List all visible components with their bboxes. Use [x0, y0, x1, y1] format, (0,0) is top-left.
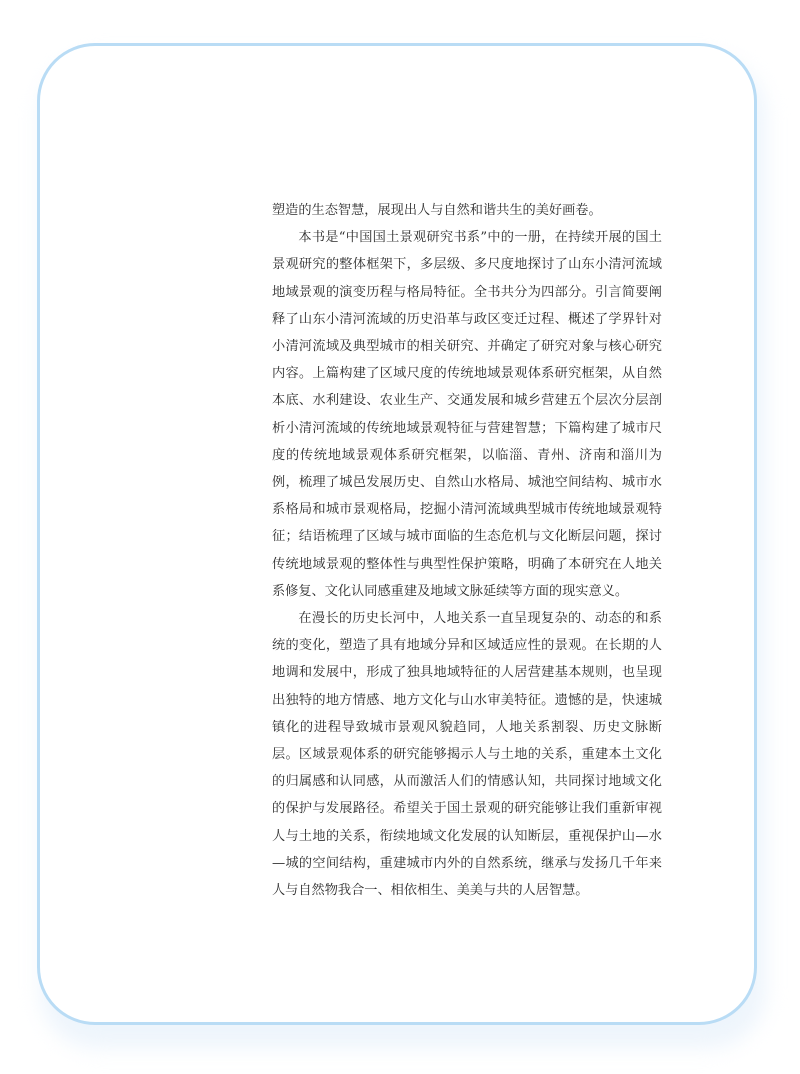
paragraph-human-land-relation: 在漫长的历史长河中，人地关系一直呈现复杂的、动态的和系统的变化，塑造了具有地域分异和区域适应性的景观。在长期的人地调和发展中，形成了独具地域特征的人居营建基本规则，也呈现出独特的地方情感、地方文化与山水审美特征。遗憾的是，快速城镇化的进程导致城市景观风貌趋同，人地关系割裂、历史文脉断层。区域景观体系的研究能够揭示人与土地的关系，重建本土文化的归属感和认同感，从而激活人们的情感认知，共同探讨地域文化的保护与发展路径。希望关于国土景观的研究能够让我们重新审视人与土地的关系，衔续地域文化发展的认知断层，重视保护山—水—城的空间结构，重建城市内外的自然系统，继承与发扬几千年来人与自然物我合一、相依相生、美美与共的人居智慧。 [272, 611, 662, 899]
body-text [272, 197, 662, 904]
paragraph-book-overview: 本书是“中国国土景观研究书系”中的一册，在持续开展的国土景观研究的整体框架下，多层级、多尺度地探讨了山东小清河流域地域景观的演变历程与格局特征。全书共分为四部分。引言简要阐释了山东小清河流域的历史沿革与政区变迁过程、概述了学界针对小清河流域及典型城市的相关研究、并确定了研究对象与核心研究内容。上篇构建了区域尺度的传统地域景观体系研究框架，从自然本底、水利建设、农业生产、交通发展和城乡营建五个层次分层剖析小清河流域的传统地域景观特征与营建智慧；下篇构建了城市尺度的传统地域景观体系研究框架，以临淄、青州、济南和淄川为例，梳理了城邑发展历史、自然山水格局、城池空间结构、城市水系格局和城市景观格局，挖掘小清河流域典型城市传统地域景观特征；结语梳理了区域与城市面临的生态危机与文化断层问题，探讨传统地域景观的整体性与典型性保护策略，明确了本研究在人地关系修复、文化认同感重建及地域文脉延续等方面的现实意义。 [272, 230, 662, 599]
paragraph-continued: 塑造的生态智慧，展现出人与自然和谐共生的美好画卷。 [272, 203, 602, 218]
